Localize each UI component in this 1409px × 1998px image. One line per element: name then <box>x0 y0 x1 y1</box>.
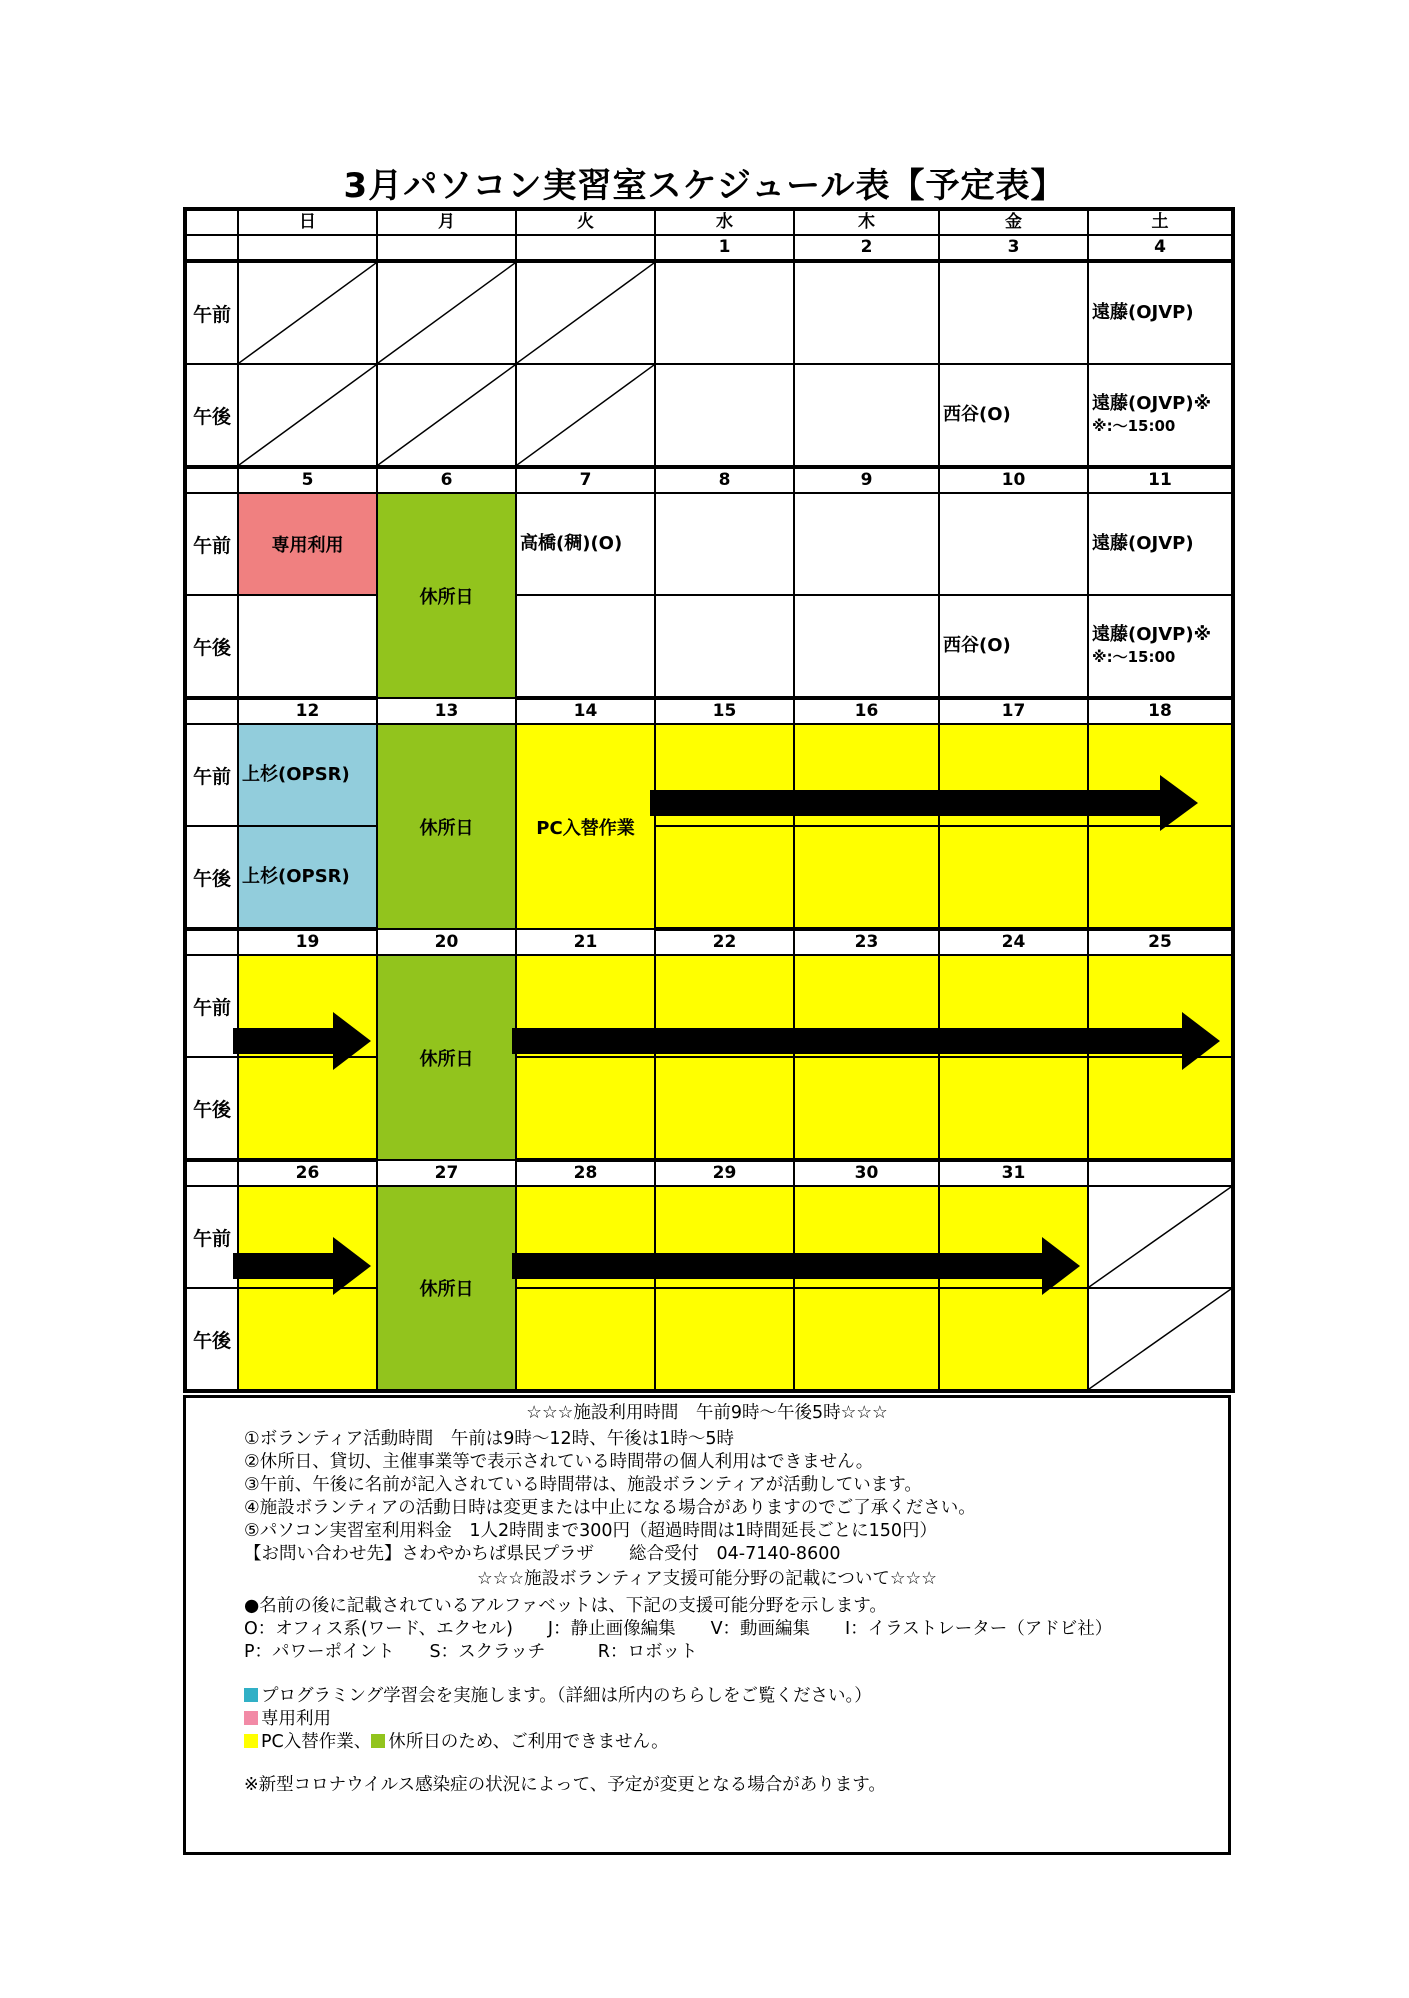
note-item: ③午前、午後に名前が記入されている時間帯は、施設ボランティアが活動しています。 <box>244 1475 922 1495</box>
slot <box>794 493 939 595</box>
volunteer-name: 高橋(稠)(O) <box>520 533 623 554</box>
volunteer-name: 遠藤(OJVP) <box>1092 533 1194 554</box>
slot-empty-slashed <box>516 364 655 467</box>
date-cell <box>516 235 655 261</box>
legend-swatch-icon <box>244 1688 258 1702</box>
slot <box>1088 595 1233 698</box>
covid-notice: ※新型コロナウイルス感染症の状況によって、予定が変更となる場合があります。 <box>244 1775 886 1795</box>
date-cell: 11 <box>1088 467 1233 493</box>
week3-pm-row <box>185 826 1233 929</box>
slot-empty-slashed <box>1088 1186 1233 1288</box>
slot-pc-work <box>238 1288 377 1391</box>
slot <box>238 595 377 698</box>
date-label-cell <box>185 698 238 724</box>
week5-pm-row <box>185 1288 1233 1391</box>
volunteer-name: 西谷(O) <box>943 404 1011 425</box>
week5-dates-row <box>185 1160 1233 1186</box>
date-cell: 23 <box>794 929 939 955</box>
slot <box>1088 493 1233 595</box>
date-cell: 5 <box>238 467 377 493</box>
weekday-sun: 日 <box>238 209 377 235</box>
week1-dates-row <box>185 235 1233 261</box>
date-cell: 16 <box>794 698 939 724</box>
date-cell: 12 <box>238 698 377 724</box>
slot <box>939 493 1088 595</box>
week1-am-row <box>185 261 1233 364</box>
date-cell <box>238 235 377 261</box>
week3-dates-row <box>185 698 1233 724</box>
date-cell <box>377 235 516 261</box>
slot <box>655 364 794 467</box>
slot-closed <box>377 493 516 698</box>
am-label: 午前 <box>185 955 238 1057</box>
date-cell: 19 <box>238 929 377 955</box>
date-cell: 4 <box>1088 235 1233 261</box>
slot-pc-work <box>794 826 939 929</box>
weekday-header-row <box>185 209 1233 235</box>
slot <box>794 261 939 364</box>
slot <box>939 595 1088 698</box>
slot <box>655 595 794 698</box>
note-item: ⑤パソコン実習室利用料金 1人2時間まで300円（超過時間は1時間延長ごとに150円） <box>244 1521 938 1541</box>
week4-dates-row <box>185 929 1233 955</box>
abbreviation-list: O：オフィス系(ワード、エクセル) J：静止画像編集 V：動画編集 I：イラストレーター（アドビ社） <box>244 1619 1113 1639</box>
facility-hours-header: ☆☆☆施設利用時間 午前9時～午後5時☆☆☆ <box>526 1403 888 1423</box>
slot <box>516 493 655 595</box>
date-cell: 3 <box>939 235 1088 261</box>
continuation-arrow-icon <box>512 1010 1222 1072</box>
weekday-thu: 木 <box>794 209 939 235</box>
pm-label: 午後 <box>185 595 238 698</box>
date-cell: 13 <box>377 698 516 724</box>
slot-pc-work <box>516 724 655 929</box>
contact-info: 【お問い合わせ先】さわやかちば県民プラザ 総合受付 04-7140-8600 <box>244 1544 841 1564</box>
slot-pc-work <box>794 1288 939 1391</box>
slot-pc-work <box>939 1288 1088 1391</box>
week2-am-row <box>185 493 1233 595</box>
week2-pm-row <box>185 595 1233 698</box>
slot-closed <box>377 1186 516 1391</box>
weekday-sat: 土 <box>1088 209 1233 235</box>
slot-pc-work <box>655 1288 794 1391</box>
pc-work-label: PC入替作業 <box>536 817 635 839</box>
date-cell: 1 <box>655 235 794 261</box>
date-cell <box>1088 1160 1233 1186</box>
abbreviation-list: P：パワーポイント S：スクラッチ R：ロボット <box>244 1642 698 1662</box>
legend-swatch-icon <box>244 1711 258 1725</box>
legend-text: プログラミング学習会を実施します。（詳細は所内のちらしをご覧ください。） <box>261 1686 872 1706</box>
note-item: ①ボランティア活動時間 午前は9時～12時、午後は1時～5時 <box>244 1429 734 1449</box>
slot <box>1088 364 1233 467</box>
pm-label: 午後 <box>185 364 238 467</box>
slot-pc-work <box>1088 1057 1233 1160</box>
abbreviation-intro: ●名前の後に記載されているアルファベットは、下記の支援可能分野を示します。 <box>244 1596 887 1616</box>
date-cell: 22 <box>655 929 794 955</box>
am-label: 午前 <box>185 493 238 595</box>
date-label-cell <box>185 1160 238 1186</box>
weekday-fri: 金 <box>939 209 1088 235</box>
support-fields-header: ☆☆☆施設ボランティア支援可能分野の記載について☆☆☆ <box>477 1569 937 1589</box>
closed-label: 休所日 <box>419 586 474 608</box>
continuation-arrow-icon <box>512 1235 1082 1297</box>
date-cell: 24 <box>939 929 1088 955</box>
closed-label: 休所日 <box>419 1279 474 1300</box>
continuation-arrow-icon <box>233 1235 373 1297</box>
date-cell: 28 <box>516 1160 655 1186</box>
slot-closed <box>377 955 516 1160</box>
volunteer-name: 上杉(OPSR) <box>242 764 350 785</box>
slot-pc-work <box>516 1057 655 1160</box>
slot <box>516 595 655 698</box>
date-cell: 17 <box>939 698 1088 724</box>
slot-pc-work <box>238 1057 377 1160</box>
date-label-cell <box>185 467 238 493</box>
weekday-tue: 火 <box>516 209 655 235</box>
continuation-arrow-icon <box>233 1010 373 1072</box>
note-item: ②休所日、貸切、主催事業等で表示されている時間帯の個人利用はできません。 <box>244 1452 874 1472</box>
slot-reserved <box>238 493 377 595</box>
slot <box>794 595 939 698</box>
week2-dates-row <box>185 467 1233 493</box>
week4-pm-row <box>185 1057 1233 1160</box>
slot <box>655 493 794 595</box>
continuation-arrow-icon <box>650 773 1200 833</box>
volunteer-name: 上杉(OPSR) <box>242 866 350 887</box>
legend-reserved <box>244 1708 331 1732</box>
volunteer-name: 西谷(O) <box>943 635 1011 656</box>
date-cell: 2 <box>794 235 939 261</box>
legend-text: 休所日のため、ご利用できません。 <box>388 1732 669 1752</box>
date-cell: 7 <box>516 467 655 493</box>
slot <box>939 261 1088 364</box>
legend-text: PC入替作業、 <box>261 1732 372 1752</box>
slot-pc-work <box>939 1057 1088 1160</box>
date-cell: 27 <box>377 1160 516 1186</box>
date-cell: 8 <box>655 467 794 493</box>
slot-empty-slashed <box>377 261 516 364</box>
legend-text: 専用利用 <box>261 1709 331 1729</box>
date-cell: 21 <box>516 929 655 955</box>
closed-label: 休所日 <box>419 817 474 839</box>
pm-label: 午後 <box>185 1057 238 1160</box>
volunteer-name: 遠藤(OJVP) <box>1092 302 1194 323</box>
volunteer-name: 遠藤(OJVP)※ <box>1092 393 1212 414</box>
reserved-label: 専用利用 <box>271 535 344 556</box>
legend-programming <box>244 1685 872 1709</box>
date-cell: 26 <box>238 1160 377 1186</box>
slot-programming <box>238 826 377 929</box>
date-cell: 30 <box>794 1160 939 1186</box>
slot-pc-work <box>655 826 794 929</box>
slot-programming <box>238 724 377 826</box>
slot <box>655 261 794 364</box>
am-label: 午前 <box>185 724 238 826</box>
slot-empty-slashed <box>516 261 655 364</box>
date-cell: 14 <box>516 698 655 724</box>
date-label-cell <box>185 235 238 261</box>
slot-pc-work <box>1088 826 1233 929</box>
date-cell: 25 <box>1088 929 1233 955</box>
date-cell: 31 <box>939 1160 1088 1186</box>
pm-label: 午後 <box>185 826 238 929</box>
slot <box>1088 261 1233 364</box>
week1-pm-row <box>185 364 1233 467</box>
date-cell: 29 <box>655 1160 794 1186</box>
date-cell: 20 <box>377 929 516 955</box>
slot-pc-work <box>939 826 1088 929</box>
date-cell: 6 <box>377 467 516 493</box>
date-cell: 18 <box>1088 698 1233 724</box>
slot <box>939 364 1088 467</box>
note-item: ④施設ボランティアの活動日時は変更または中止になる場合がありますのでご了承ください。 <box>244 1498 976 1518</box>
time-note: ※:～15:00 <box>1092 417 1176 435</box>
slot-pc-work <box>655 1057 794 1160</box>
corner-cell <box>185 209 238 235</box>
closed-label: 休所日 <box>419 1048 474 1070</box>
am-label: 午前 <box>185 261 238 364</box>
legend-swatch-icon <box>371 1734 385 1748</box>
am-label: 午前 <box>185 1186 238 1288</box>
page-title: 3月パソコン実習室スケジュール表【予定表】 <box>343 166 1066 206</box>
slot-empty-slashed <box>238 261 377 364</box>
slot <box>794 364 939 467</box>
slot-empty-slashed <box>377 364 516 467</box>
legend-unavailable <box>244 1731 669 1755</box>
legend-swatch-icon <box>244 1734 258 1748</box>
weekday-wed: 水 <box>655 209 794 235</box>
date-label-cell <box>185 929 238 955</box>
date-cell: 10 <box>939 467 1088 493</box>
weekday-mon: 月 <box>377 209 516 235</box>
date-cell: 15 <box>655 698 794 724</box>
pm-label: 午後 <box>185 1288 238 1391</box>
slot-empty-slashed <box>1088 1288 1233 1391</box>
volunteer-name: 遠藤(OJVP)※ <box>1092 624 1212 645</box>
time-note: ※:～15:00 <box>1092 648 1176 666</box>
date-cell: 9 <box>794 467 939 493</box>
slot-empty-slashed <box>238 364 377 467</box>
slot-closed <box>377 724 516 929</box>
slot-pc-work <box>516 1288 655 1391</box>
slot-pc-work <box>794 1057 939 1160</box>
notes-box <box>183 1395 1231 1855</box>
